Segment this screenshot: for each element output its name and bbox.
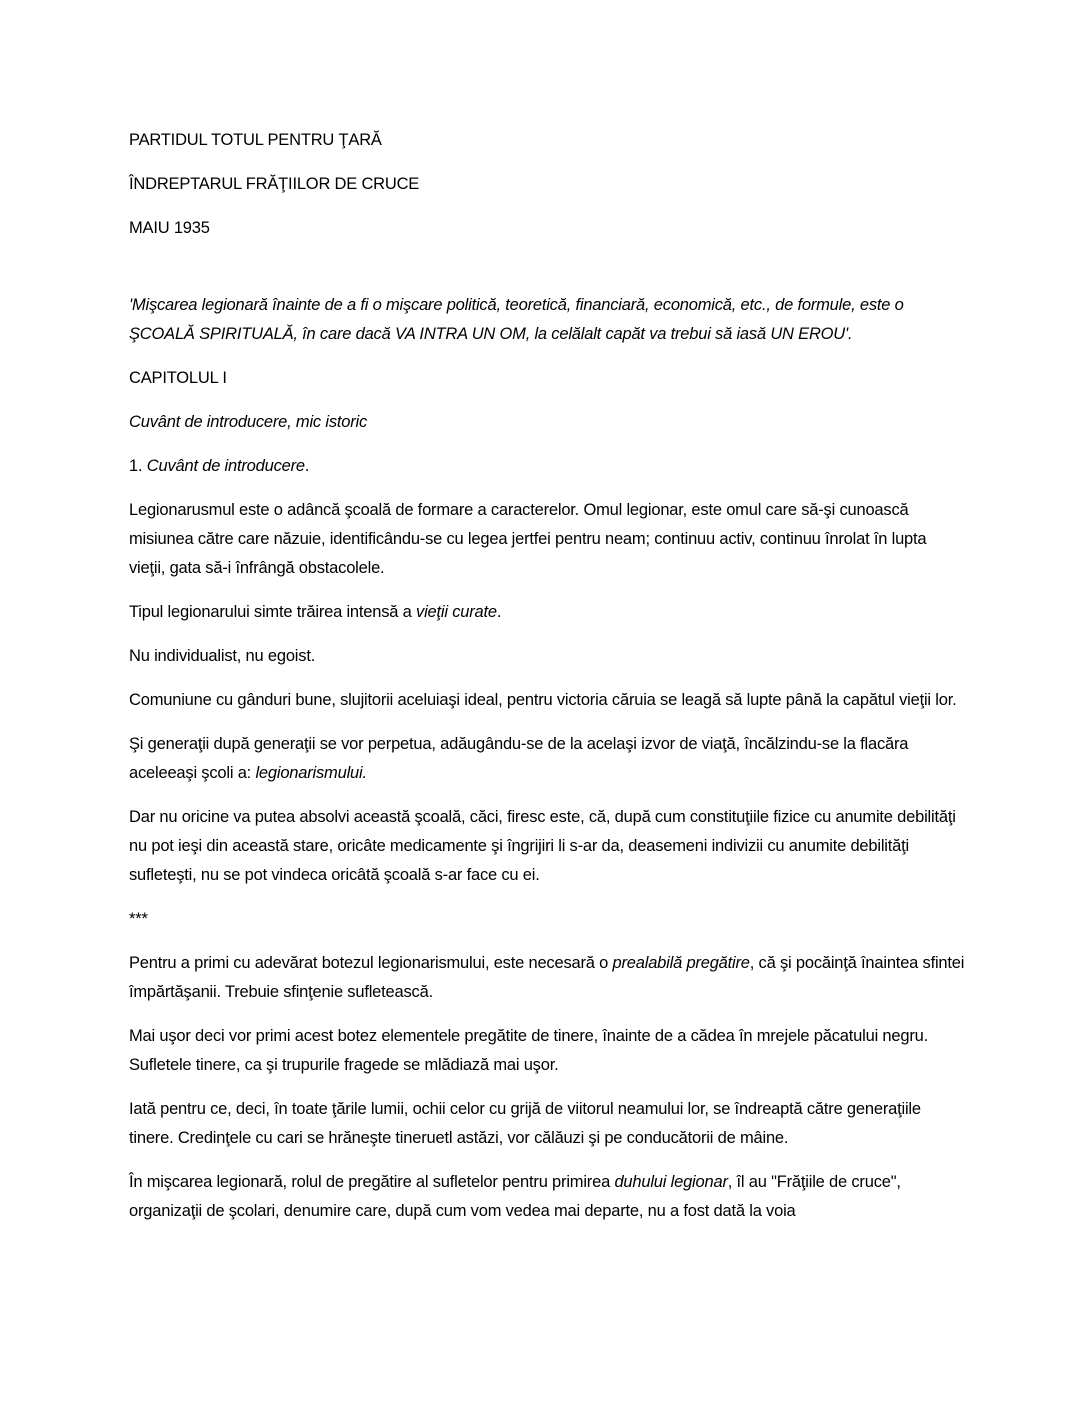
paragraph-baptism — [129, 949, 965, 1007]
document-title: ÎNDREPTARUL FRĂŢIILOR DE CRUCE — [129, 175, 420, 193]
paragraph-young-generations: Iată pentru ce, deci, în toate ţările lumii, ochii celor cu grijă de viitorul neamului lor, se îndreaptă către generaţiile tinere. Credinţele cu cari se hrăneşte tineruetl astăzi, vor călăuzi şi pe conducătorii de mâine. — [129, 1100, 921, 1147]
paragraph-legionarism-school: Legionarusmul este o adâncă şcoală de formare a caracterelor. Omul legionar, este omul care să-şi cunoască misiunea către care năzuie, identificându-se cu legea jertfei pentru neam; continuu activ, continuu înrolat în lupta vieţii, gata să-i înfrângă obstacolele. — [129, 501, 927, 577]
paragraph-text: . — [496, 603, 502, 621]
chapter-heading: CAPITOLUL I — [129, 369, 227, 387]
section-number: 1. — [129, 457, 147, 475]
paragraph-text: Pentru a primi cu adevărat botezul legionarismului, este necesară o — [129, 954, 613, 972]
section-end: . — [304, 457, 310, 475]
motto-quote: 'Mişcarea legionară înainte de a fi o mişcare politică, teoretică, financiară, economică, etc., de formule, este o ŞCOALĂ SPIRITUALĂ, în care dacă VA INTRA UN OM, la celălalt capăt va trebui să iasă UN EROU'. — [129, 296, 904, 343]
paragraph-text: În mişcarea legionară, rolul de pregătire al sufletelor pentru primirea — [129, 1173, 615, 1191]
section-heading — [129, 452, 965, 481]
document-body — [129, 126, 965, 1241]
paragraph-not-everyone: Dar nu oricine va putea absolvi această şcoală, căci, firesc este, că, după cum constituţiile fizice cu anumite debilităţi nu pot ieşi din această stare, oricâte medicamente şi îngrijiri li s-ar da, deasemeni indivizii cu anumite debilităţi sufleteşti, nu se pot vindeca oricâtă şcoală s-ar face cu ei. — [129, 808, 956, 884]
section-separator: *** — [129, 910, 148, 928]
paragraph-brotherhoods-of-cross — [129, 1168, 965, 1226]
paragraph-emphasis: prealabilă pregătire — [612, 954, 750, 972]
paragraph-text: , că şi pocăinţă înaintea sfintei împărtăşanii. Trebuie sfinţenie sufletească. — [129, 954, 965, 1001]
paragraph-legionary-type — [129, 598, 965, 627]
paragraph-not-individualist: Nu individualist, nu egoist. — [129, 647, 316, 665]
paragraph-text: , îl au "Frăţiile de cruce", organizaţii de şcolari, denumire care, după cum vom vedea mai departe, nu a fost dată la voia — [129, 1173, 901, 1220]
paragraph-emphasis: vieţii curate — [416, 603, 497, 621]
paragraph-young-elements: Mai uşor deci vor primi acest botez elementele pregătite de tinere, înainte de a cădea în mrejele păcatului negru. Sufletele tinere, ca şi trupurile fragede se mlădiază mai uşor. — [129, 1027, 929, 1074]
party-name: PARTIDUL TOTUL PENTRU ŢARĂ — [129, 131, 382, 149]
chapter-subtitle: Cuvânt de introducere, mic istoric — [129, 413, 368, 431]
paragraph-emphasis: legionarismului. — [255, 764, 367, 782]
document-date: MAIU 1935 — [129, 219, 210, 237]
paragraph-generations — [129, 730, 965, 788]
paragraph-communion: Comuniune cu gânduri bune, slujitorii aceluiaşi ideal, pentru victoria căruia se leagă să lupte până la capătul vieţii lor. — [129, 691, 957, 709]
paragraph-text: Tipul legionarului simte trăirea intensă a — [129, 603, 417, 621]
paragraph-text: Şi generaţii după generaţii se vor perpetua, adăugându-se de la acelaşi izvor de viaţă, încălzindu-se la flacăra aceleeaşi şcoli a: — [129, 735, 909, 782]
paragraph-emphasis: duhului legionar — [614, 1173, 728, 1191]
section-title: Cuvânt de introducere — [146, 457, 305, 475]
